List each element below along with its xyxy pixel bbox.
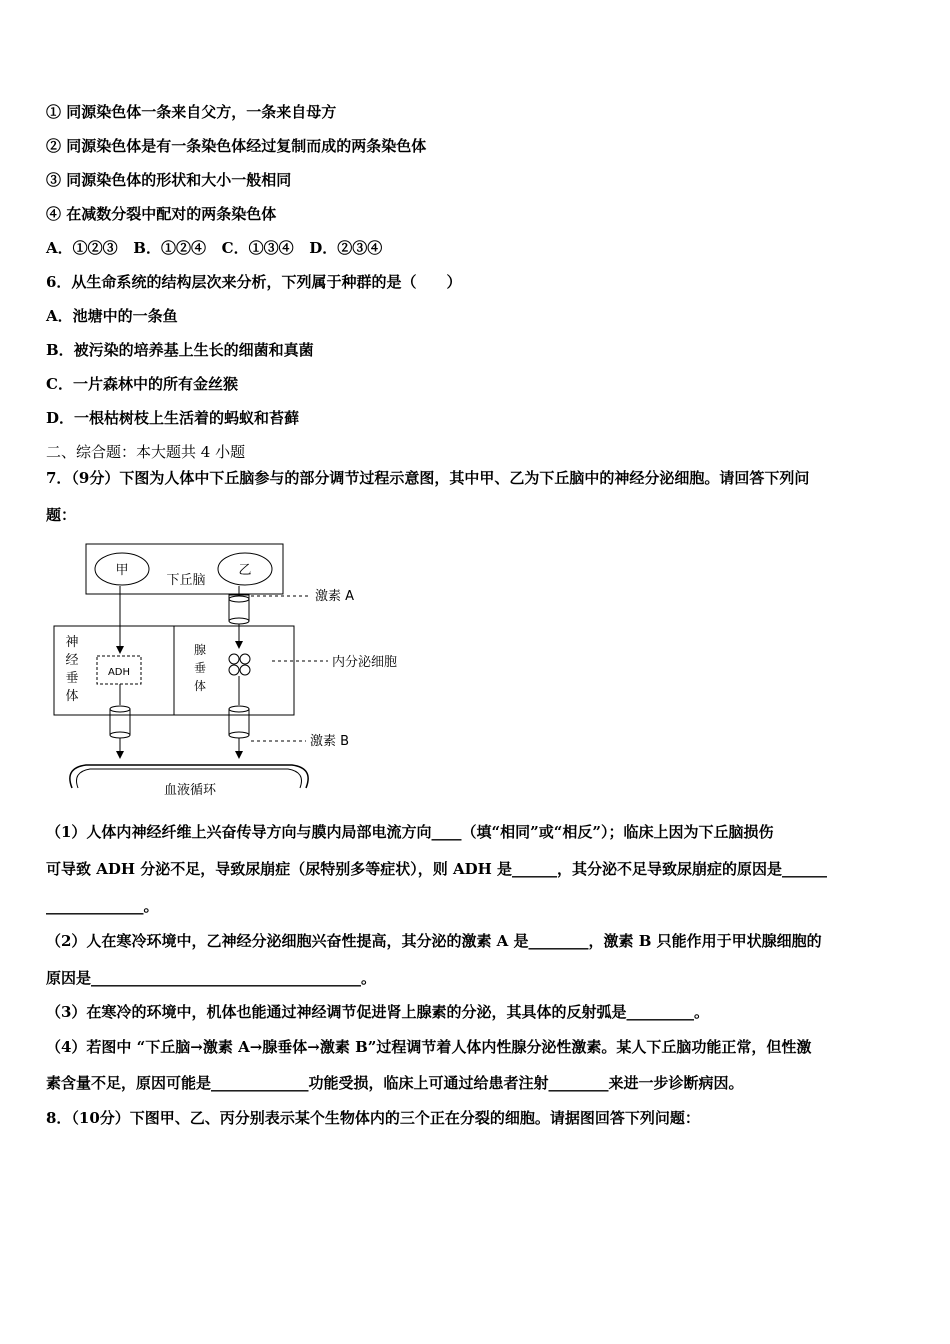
hypothalamus-regulation-diagram	[40, 536, 420, 806]
endocrine-cell-label: 内分泌细胞	[332, 655, 398, 670]
hormone-b-label: 激素 B	[310, 734, 350, 749]
q6-option-c: C．一片森林中的所有金丝猴	[46, 375, 238, 393]
q6-option-a: A．池塘中的一条鱼	[46, 307, 178, 325]
q7-part4-line2: 素含量不足，原因可能是_____________功能受损，临床上可通过给患者注射________来进一步诊断病因。	[46, 1074, 744, 1092]
cell-yi-label: 乙	[238, 563, 252, 578]
q7-stem-cont: 题：	[46, 506, 77, 524]
adeno-hypophysis-char-2: 垂	[193, 661, 207, 675]
neuro-hypophysis-char-1: 神	[65, 635, 79, 650]
section-2-heading: 二、综合题：本大题共 4 小题	[46, 443, 246, 461]
adeno-hypophysis-char-1: 腺	[193, 643, 207, 657]
q7-part1-line3: _____________。	[46, 897, 159, 915]
neuro-hypophysis-char-4: 体	[65, 689, 79, 704]
q6-option-d: D．一根枯树枝上生活着的蚂蚁和苔藓	[46, 409, 300, 427]
q7-stem: 7．（9分）下图为人体中下丘脑参与的部分调节过程示意图，其中甲、乙为下丘脑中的神经分泌细胞。请回答下列问	[46, 469, 810, 487]
q7-part4-line1: （4）若图中 “下丘脑→激素 A→腺垂体→激素 B”过程调节着人体内性腺分泌性激素。某人下丘脑功能正常，但性激	[46, 1038, 812, 1056]
hormone-b-vessel	[229, 709, 249, 735]
q7-part1-line2: 可导致 ADH 分泌不足，导致尿崩症（尿特别多等症状），则 ADH 是______，其分泌不足导致尿崩症的原因是______	[46, 860, 828, 878]
q7-part2-line1: （2）人在寒冷环境中，乙神经分泌细胞兴奋性提高，其分泌的激素 A 是________，激素 B 只能作用于甲状腺细胞的	[46, 932, 822, 950]
statement-2: ② 同源染色体是有一条染色体经过复制而成的两条染色体	[46, 137, 427, 155]
statement-3: ③ 同源染色体的形状和大小一般相同	[46, 171, 292, 189]
q7-part3: （3）在寒冷的环境中，机体也能通过神经调节促进肾上腺素的分泌，其具体的反射弧是_________。	[46, 1003, 709, 1021]
statement-4: ④ 在减数分裂中配对的两条染色体	[46, 205, 277, 223]
hormone-a-vessel	[229, 595, 249, 621]
q6-option-b: B．被污染的培养基上生长的细菌和真菌	[46, 341, 314, 359]
endocrine-cells	[229, 654, 250, 675]
q6-stem: 6．从生命系统的结构层次来分析，下列属于种群的是（ ）	[46, 273, 462, 291]
adh-vessel	[110, 709, 130, 735]
q7-part2-line2: 原因是____________________________________。	[46, 969, 377, 987]
hypothalamus-label: 下丘脑	[166, 573, 206, 588]
blood-circulation-label: 血液循环	[163, 783, 217, 798]
q7-part1-line1: （1）人体内神经纤维上兴奋传导方向与膜内局部电流方向____（填“相同”或“相反”）；临床上因为下丘脑损伤	[46, 823, 774, 841]
statement-1: ① 同源染色体一条来自父方，一条来自母方	[46, 103, 337, 121]
adh-label: ADH	[107, 667, 131, 678]
cell-jia-label: 甲	[115, 563, 129, 578]
q5-options: A．①②③ B．①②④ C．①③④ D．②③④	[46, 239, 383, 257]
neuro-hypophysis-char-2: 经	[65, 653, 79, 668]
hormone-a-label: 激素 A	[315, 589, 355, 604]
q8-stem: 8．（10分）下图甲、乙、丙分别表示某个生物体内的三个正在分裂的细胞。请据图回答下列问题：	[46, 1109, 700, 1127]
adeno-hypophysis-char-3: 体	[193, 679, 207, 693]
neuro-hypophysis-char-3: 垂	[65, 671, 79, 686]
